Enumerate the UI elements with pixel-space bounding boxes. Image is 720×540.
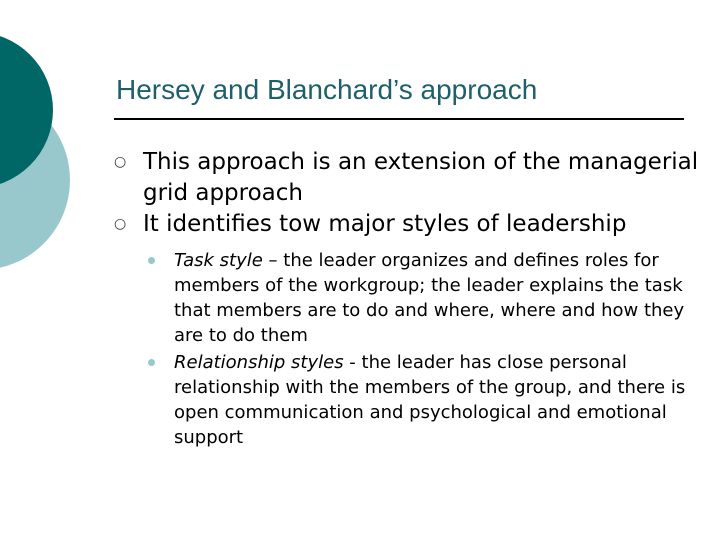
sub-bullet-term: Relationship styles — [174, 352, 344, 373]
filled-dot-bullet-icon — [148, 359, 155, 366]
bullet-text: This approach is an extension of the managerial grid approach — [143, 149, 699, 206]
decorative-circles — [0, 0, 120, 300]
hollow-circle-bullet-icon: ○ — [114, 216, 127, 232]
filled-dot-bullet-icon — [148, 257, 155, 264]
sub-bullet-text: - the leader has close personal relationship with the members of the group, and there is open communication and psychological and emotional support — [174, 352, 686, 448]
bullet-item — [114, 209, 704, 240]
title-divider — [114, 118, 684, 120]
sub-bullet-item — [146, 248, 704, 348]
slide-title: Hersey and Blanchard’s approach — [116, 74, 538, 105]
sub-bullet-term: Task style — [174, 250, 263, 271]
sub-bullet-list — [146, 248, 704, 450]
hollow-circle-bullet-icon: ○ — [114, 154, 127, 170]
bullet-list — [114, 147, 704, 452]
bullet-text: It identifies tow major styles of leadership — [143, 211, 627, 237]
bullet-item — [114, 147, 704, 209]
sub-bullet-text: – the leader organizes and defines roles for members of the workgroup; the leader explains the task that members are to do and where, where and how they are to do them — [174, 250, 685, 346]
sub-bullet-item — [146, 350, 704, 450]
